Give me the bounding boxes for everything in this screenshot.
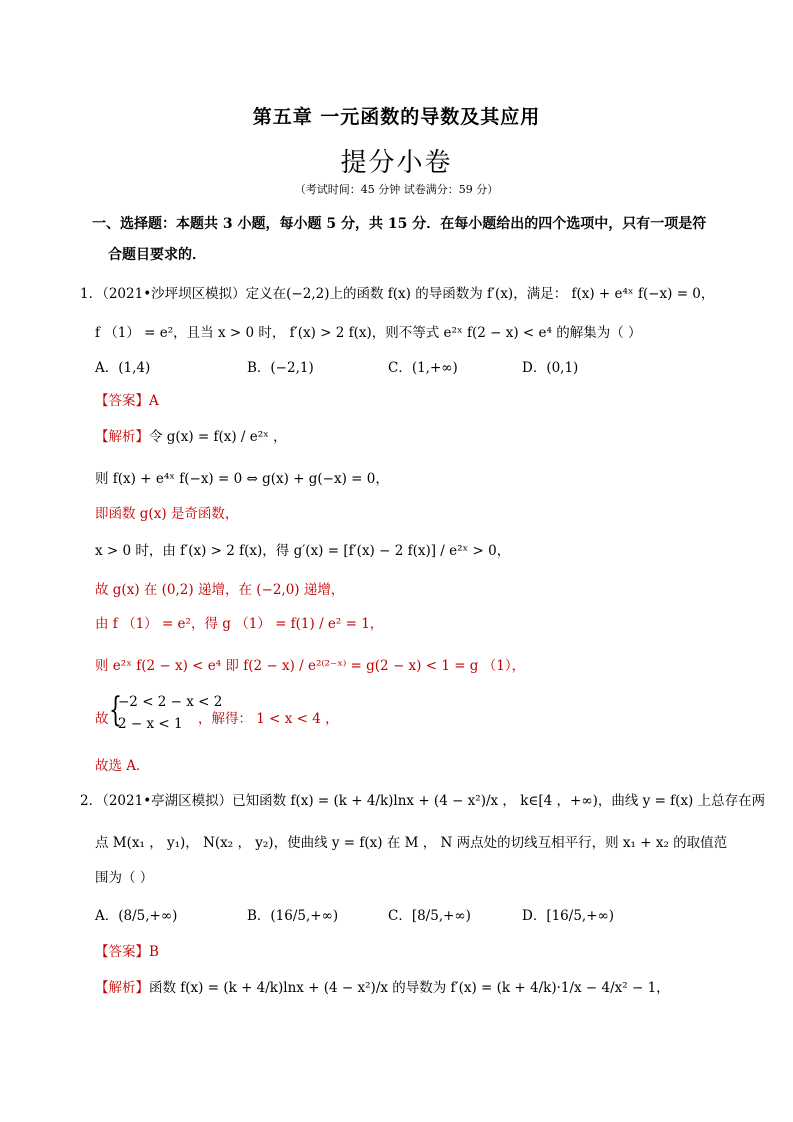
exam-meta: （考试时间：45 分钟 试卷满分：59 分） [294, 183, 499, 196]
q2-option-d: D．[16/5,+∞) [522, 908, 615, 924]
q1-analysis-3: 即函数 g(x) 是奇函数， [95, 506, 239, 522]
q2-stem-line3: 围为（ ） [95, 870, 154, 886]
section-heading-line1: 一、选择题：本题共 3 小题，每小题 5 分，共 15 分．在每小题给出的四个选项中，只有一项是符 [92, 216, 707, 232]
analysis-label: 【解析】 [95, 980, 149, 996]
q1-option-d: D．(0,1) [522, 360, 579, 376]
q1-option-a: A．(1,4) [95, 360, 151, 376]
q1-analysis-7: 则 e²ˣ f(2 − x) < e⁴ 即 f(2 − x) / e²⁽²⁻ˣ⁾ = g(2 − x) < 1 = g （1）， [95, 658, 526, 674]
q1-analysis-6: 由 f （1） = e²，得 g （1） = f(1) / e² = 1， [95, 616, 384, 632]
q1-option-b: B．(−2,1) [247, 360, 314, 376]
answer-label: 【答案】 [95, 393, 149, 409]
q2-option-c: C．[8/5,+∞) [388, 908, 471, 924]
system-brace: { [109, 690, 122, 730]
q1-stem-line2: f （1） = e²，且当 x > 0 时， f′(x) > 2 f(x)，则不等式 e²ˣ f(2 − x) < e⁴ 的解集为（ ） [95, 325, 642, 341]
q1-system-ineq1: −2 < 2 − x < 2 [118, 694, 223, 710]
answer-value: A [149, 393, 159, 409]
paper-subtitle: 提分小卷 [340, 148, 453, 178]
q1-analysis-8-prefix: 故 [95, 711, 109, 727]
q2-answer [95, 940, 159, 960]
q2-analysis-1 [95, 976, 670, 996]
q1-answer [95, 389, 159, 409]
analysis-label: 【解析】 [95, 429, 149, 445]
answer-label: 【答案】 [95, 944, 149, 960]
q2-stem-line2: 点 M(x₁ ， y₁)， N(x₂ ， y₂)，使曲线 y = f(x) 在 M ， N 两点处的切线互相平行，则 x₁ + x₂ 的取值范 [95, 835, 728, 851]
q1-analysis-1 [95, 425, 287, 445]
q1-analysis-8-suffix: ，解得： 1 < x < 4 ， [198, 711, 339, 727]
analysis-text: 令 g(x) = f(x) / e²ˣ ， [149, 429, 287, 445]
q1-option-c: C．(1,+∞) [388, 360, 458, 376]
q1-system-ineq2: 2 − x < 1 [118, 716, 183, 732]
answer-value: B [149, 944, 159, 960]
chapter-title: 第五章 一元函数的导数及其应用 [252, 106, 541, 128]
q1-analysis-2: 则 f(x) + e⁴ˣ f(−x) = 0 ⇔ g(x) + g(−x) = 0， [95, 471, 389, 487]
q1-analysis-5: 故 g(x) 在 (0,2) 递增，在 (−2,0) 递增， [95, 582, 345, 598]
q1-analysis-4: x > 0 时，由 f′(x) > 2 f(x)，得 g′(x) = [f′(x) − 2 f(x)] / e²ˣ > 0， [95, 543, 511, 559]
q2-option-a: A．(8/5,+∞) [95, 908, 178, 924]
analysis-text: 函数 f(x) = (k + 4/k)lnx + (4 − x²)/x 的导数为 f′(x) = (k + 4/k)·1/x − 4/x² − 1， [149, 980, 670, 996]
section-heading-line2: 合题目要求的． [108, 247, 206, 263]
q2-option-b: B．(16/5,+∞) [247, 908, 339, 924]
q1-analysis-9: 故选 A． [95, 758, 150, 774]
q1-stem-line1: 1．（2021•沙坪坝区模拟）定义在(−2,2)上的函数 f(x) 的导函数为 f′(x)，满足： f(x) + e⁴ˣ f(−x) = 0， [80, 286, 715, 302]
q2-stem-line1: 2．（2021•亭湖区模拟）已知函数 f(x) = (k + 4/k)lnx + (4 − x²)/x ， k∈[4 ，+∞)，曲线 y = f(x) 上总存在两 [80, 793, 766, 809]
